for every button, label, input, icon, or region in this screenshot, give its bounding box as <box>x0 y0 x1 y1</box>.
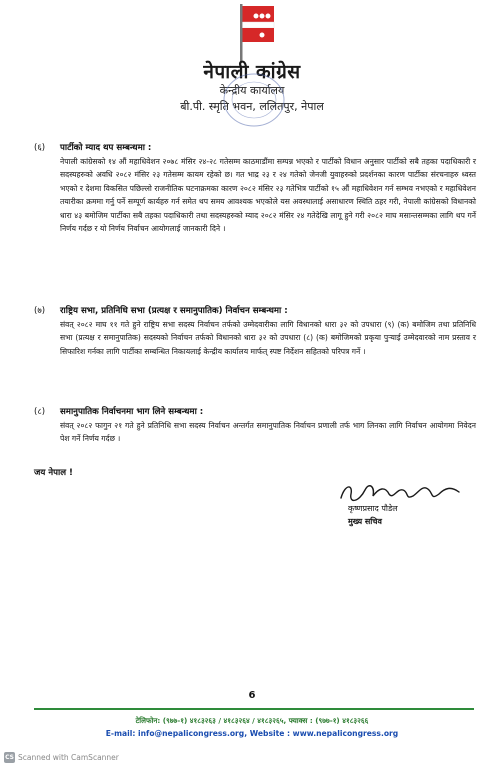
handwritten-signature <box>335 478 465 506</box>
footer-divider <box>34 708 474 710</box>
section-body: संवत् २०८२ फागुन २१ गते हुने प्रतिनिधि सभा सदस्य निर्वाचन अन्तर्गत समानुपातिक निर्वाचन प्रणाली तर्फ भाग लिनका लागि निर्वाचन आयोगमा निवेदन पेश गर्ने निर्णय गर्दछ । <box>60 421 476 444</box>
section-title: समानुपातिक निर्वाचनमा भाग लिने सम्बन्धमा : <box>60 407 204 417</box>
section-title: राष्ट्रिय सभा, प्रतिनिधि सभा (प्रत्यक्ष र समानुपातिक) निर्वाचन सम्बन्धमा : <box>60 306 288 316</box>
office-name: केन्द्रीय कार्यालय <box>219 84 285 97</box>
scanner-text: Scanned with CamScanner <box>18 753 119 762</box>
party-flag-logo <box>222 2 282 66</box>
signer-title: मुख्य सचिव <box>348 517 382 526</box>
section-body: संवत् २०८२ माघ ११ गते हुने राष्ट्रिय सभा सदस्य निर्वाचन तर्फको उम्मेदवारीका लागि विधानको धारा ३२ को उपधारा (९) (क) बमोजिम तथा प्रतिनिधि सभा (प्रत्यक्ष र समानुपातिक) सदस्यको निर्वाचन तर्फको विधानको धारा ३२ को उपधारा (८) (क) बमोजिमको प्रकृया पुऱ्याई उम्मेदवारको नाम प्रस्ताव र सिफारिश गर्नका लागि पार्टीका सम्बन्धित निकायलाई केन्द्रीय कार्यालय मार्फत् स्पष्ट निर्देशन सहितको परिपत्र गर्ने । <box>60 320 476 356</box>
closing-salutation: जय नेपाल ! <box>34 468 73 478</box>
office-seal-stamp <box>214 70 294 130</box>
footer-contact: E-mail: info@nepalicongress.org, Website : www.nepalicongress.org <box>105 729 399 738</box>
page-number: 6 <box>248 690 256 701</box>
footer-phone: टेलिफोन: (९७७-१) ४१८३२६३ / ४१८३२६४ / ४१८३२६५, फ्याक्स : (९७७-१) ४१८३२६६ <box>135 716 369 725</box>
scanner-watermark <box>4 752 119 763</box>
section-number: (६) <box>34 143 46 153</box>
signer-name: कृष्णप्रसाद पौडेल <box>348 504 398 513</box>
section-title: पार्टीको म्याद थप सम्बन्धमा : <box>60 143 152 153</box>
section-number: (८) <box>34 407 46 417</box>
camscanner-icon: CS <box>5 754 14 761</box>
section-body: नेपाली कांग्रेसको १४ औं महाधिवेशन २०७८ मंसिर २४-२८ गतेसम्म काठमाडौंमा सम्पन्न भएको र पार्टीको विधान अनुसार पार्टीको सबै तहका पदाधिकारी र सदस्यहरुको अवधि २०८२ मंसिर २३ गतेसम्म कायम रहेको छ। गत भाद्र २३ र २४ गतेको जेनजी युवाहरुको प्रदर्शनका कारण पार्टीका संरचनाहरु ध्वस्त भएको र देशमा विकसित पछिल्लो राजनीतिक घटनाक्रमका कारण २०८२ मंसिर २३ गतेभित्र पार्टीको १५ औं महाधिवेशन गर्न सम्भव नभएको र महाधिवेशन तयारीका क्रममा गर्नु पर्ने सम्पूर्ण कार्यहरु गर्न समेत थप समय आवश्यक भएकोले यस अवस्थालाई असाधारण स्थिति ठहर गरी, नेपाली कांग्रेसको विधानको धारा ४३ बमोजिम पार्टीका सबै तहका पदाधिकारी तथा सदस्यहरुको म्याद २०८२ मंसिर २४ गतेदेखि लागू हुने गरी २०८२ माघ मसान्तसम्मका लागि थप गर्ने निर्णय गर्दछ र यो निर्णय निर्वाचन आयोगलाई जानकारी दिने । <box>60 157 476 234</box>
office-address: बी.पी. स्मृति भवन, ललितपुर, नेपाल <box>180 100 324 113</box>
party-name: नेपाली कांग्रेस <box>203 61 301 83</box>
section-number: (७) <box>34 306 46 316</box>
